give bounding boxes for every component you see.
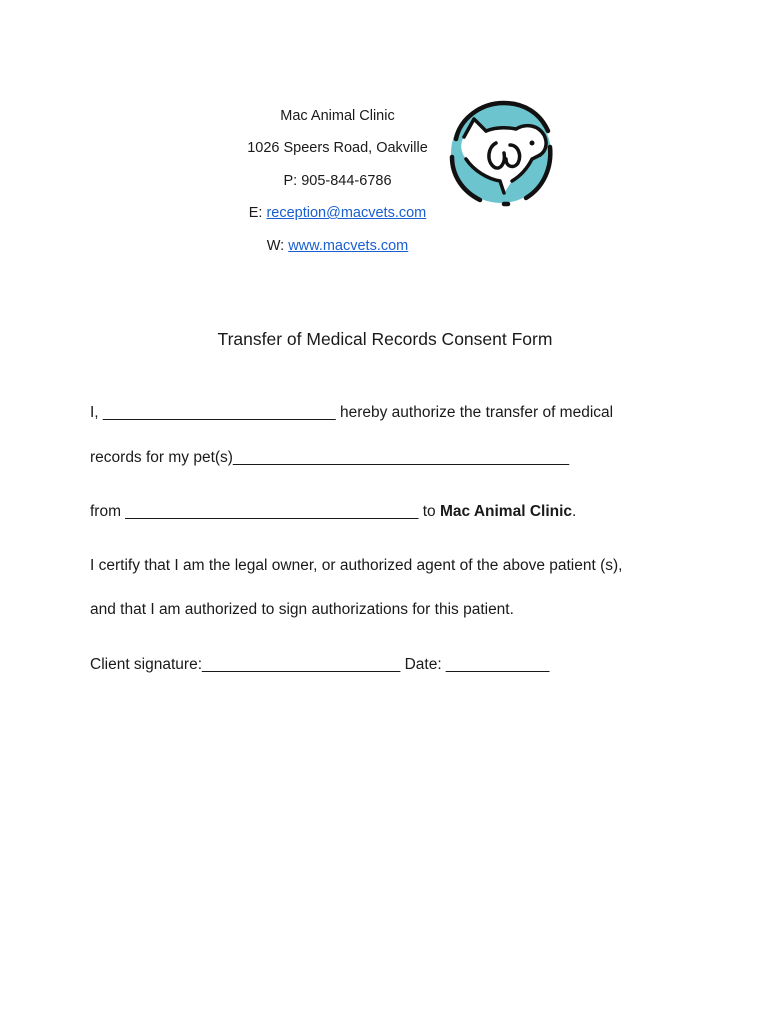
clinic-website-line (180, 237, 495, 255)
clinic-address: 1026 Speers Road, Oakville (247, 140, 428, 156)
destination-clinic: Mac Animal Clinic (439, 503, 573, 520)
dog-and-cat-head-icon (444, 97, 558, 209)
authorized-line: and that I am authorized to sign authorizations for this patient. (90, 601, 514, 618)
clinic-phone: P: 905-844-6786 (283, 173, 392, 189)
website-link[interactable]: www.macvets.com (288, 238, 409, 254)
transfer-from-line (90, 502, 576, 522)
clinic-name: Mac Animal Clinic (280, 108, 395, 124)
signature-date-line: Client signature:_______________________ Date: ____________ (90, 656, 550, 673)
email-link[interactable]: reception@macvets.com (266, 205, 427, 221)
transfer-from-text: from __________________________________ to (90, 503, 440, 520)
web-prefix: W: (266, 238, 289, 254)
email-prefix: E: (248, 205, 267, 221)
period: . (572, 503, 577, 520)
pets-line: records for my pet(s)_______________________________________ (90, 449, 570, 466)
form-title: Transfer of Medical Records Consent Form (217, 329, 553, 349)
authorization-line: I, ___________________________ hereby authorize the transfer of medical (90, 404, 614, 421)
certify-line: I certify that I am the legal owner, or authorized agent of the above patient (s), (90, 557, 623, 574)
